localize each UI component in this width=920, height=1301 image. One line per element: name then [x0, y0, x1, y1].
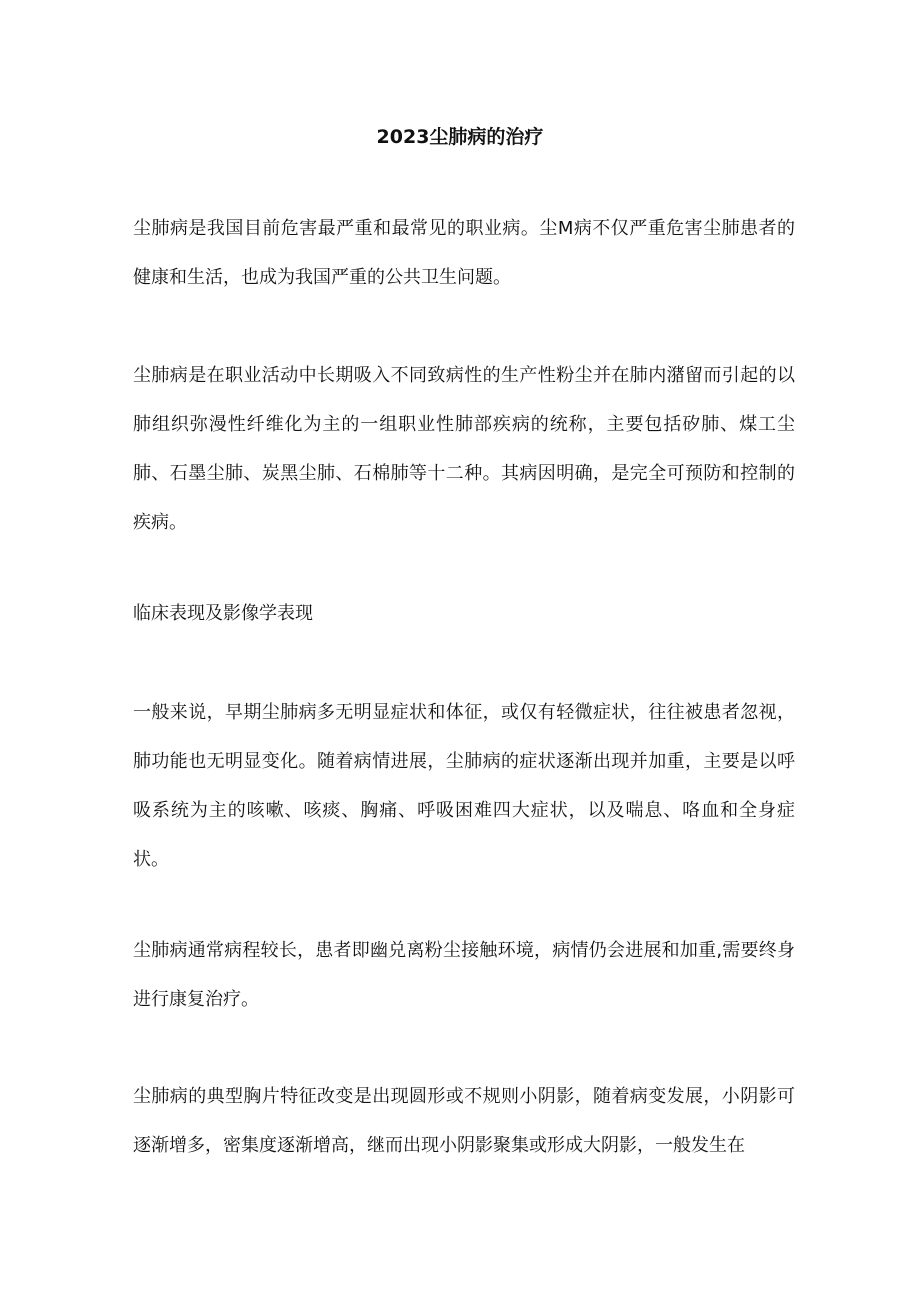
paragraph-symptoms: 一般来说，早期尘肺病多无明显症状和体征，或仅有轻微症状，往往被患者忽视，肺功能也无明显变化。随着病情进展，尘肺病的症状逐渐出现并加重，主要是以呼吸系统为主的咳嗽、咳痰、胸痛、呼吸困难四大症状，以及喘息、咯血和全身症状。 [133, 702, 795, 870]
paragraph-imaging: 尘肺病的典型胸片特征改变是出现圆形或不规则小阴影，随着病变发展，小阴影可逐渐增多，密集度逐渐增高，继而出现小阴影聚集或形成大阴影，一般发生在 [133, 1086, 795, 1156]
paragraph-definition: 尘肺病是在职业活动中长期吸入不同致病性的生产性粉尘并在肺内潴留而引起的以肺组织弥漫性纤维化为主的一组职业性肺部疾病的统称，主要包括矽肺、煤工尘肺、石墨尘肺、炭黑尘肺、石棉肺等十二种。其病因明确，是完全可预防和控制的疾病。 [133, 365, 795, 533]
section-heading: 临床表现及影像学表现 [133, 603, 313, 624]
paragraph-intro: 尘肺病是我国目前危害最严重和最常见的职业病。尘M病不仅严重危害尘肺患者的健康和生活，也成为我国严重的公共卫生问题。 [133, 218, 795, 288]
document-title: 2023尘肺病的治疗 [376, 126, 544, 148]
paragraph-course: 尘肺病通常病程较长，患者即幽兑离粉尘接触环境，病情仍会进展和加重,需要终身进行康复治疗。 [133, 940, 795, 1010]
